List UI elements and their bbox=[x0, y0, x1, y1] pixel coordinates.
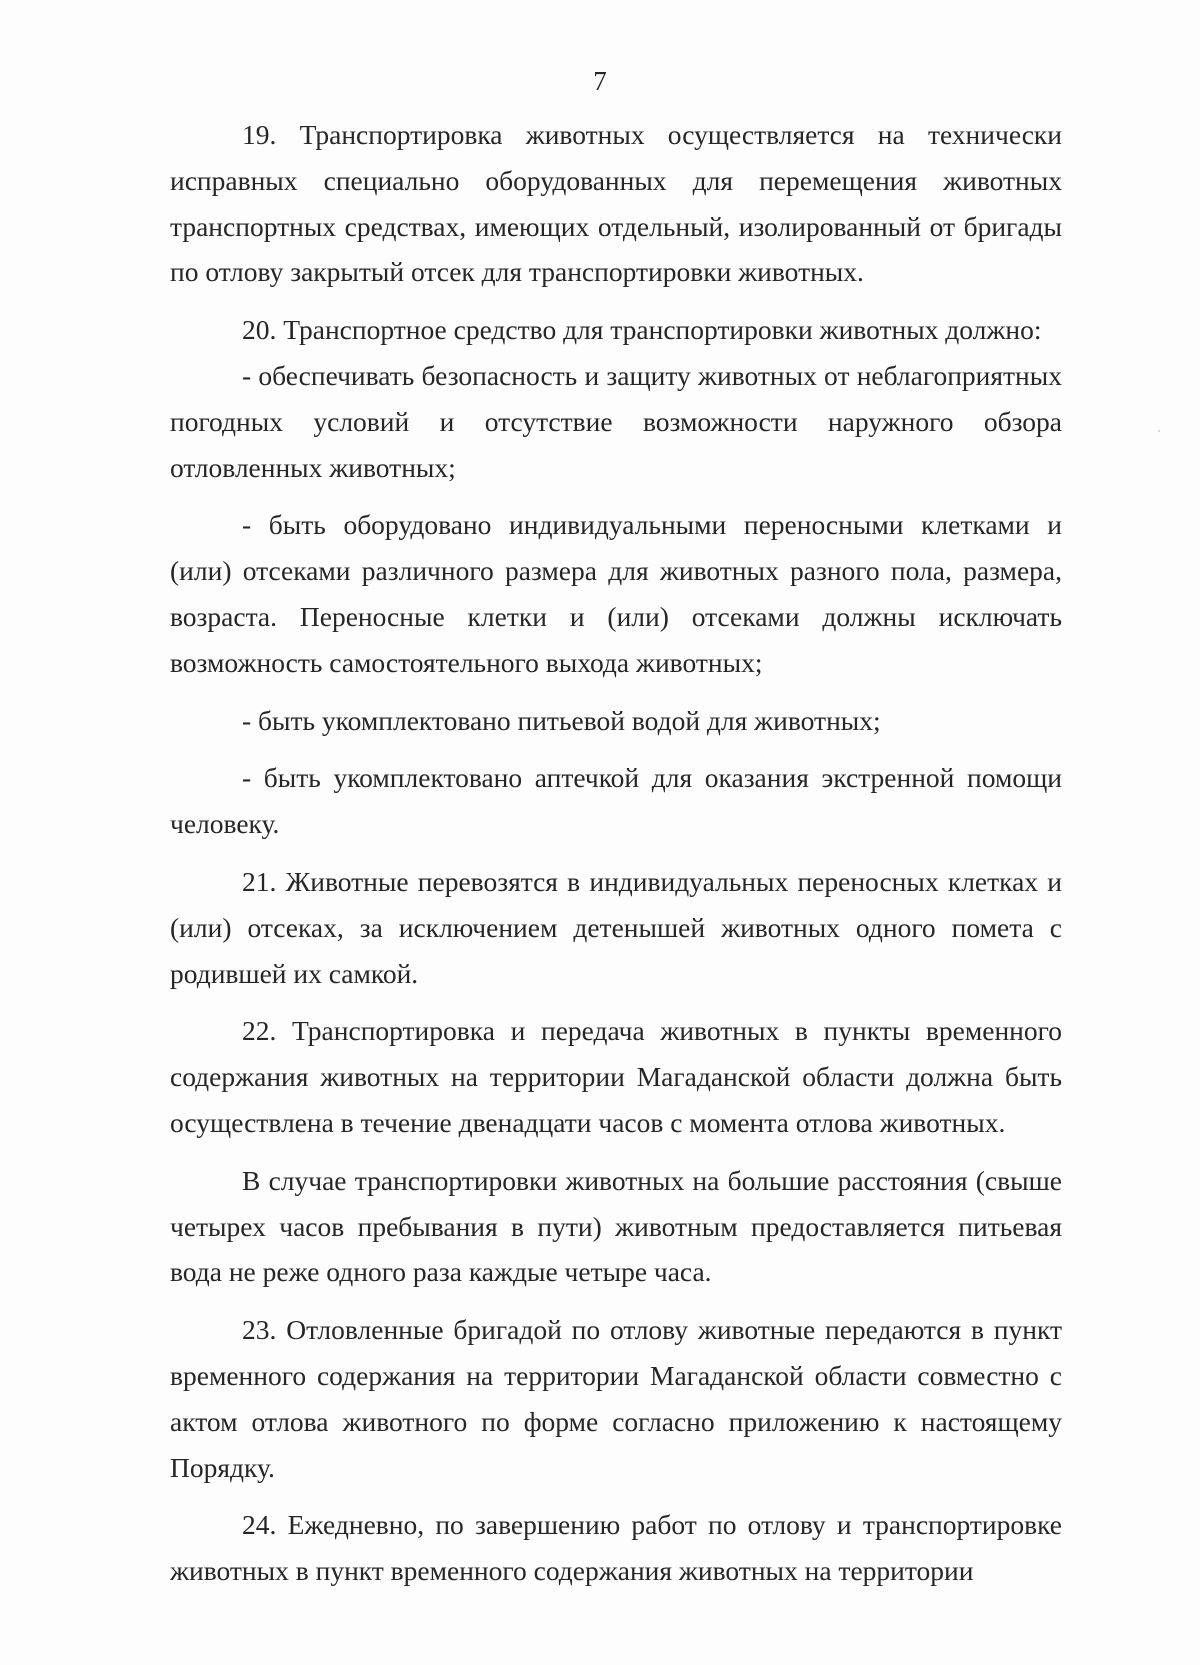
paragraph-22-continued: В случае транспортировки животных на большие расстояния (свыше четырех часов пребывания в пути) животным предоставляется питьевая вода не реже одного раза каждые четыре часа. bbox=[170, 1164, 1062, 1288]
list-item: - быть оборудовано индивидуальными переносными клетками и (или) отсеками различного размера для животных разного пола, размера, возраста. Переносные клетки и (или) отсеками должны исключать возможность самостоятельного выхода животных; bbox=[170, 509, 1062, 678]
page-number: 7 bbox=[593, 66, 607, 96]
scan-artifact bbox=[1158, 430, 1160, 432]
list-item: - быть укомплектовано питьевой водой для животных; bbox=[242, 704, 881, 736]
paragraph-22: 22. Транспортировка и передача животных в пункты временного содержания животных на территории Магаданской области должна быть осуществлена в течение двенадцати часов с момента отлова животных. bbox=[170, 1015, 1062, 1138]
paragraph-20: 20. Транспортное средство для транспортировки животных должно: bbox=[242, 314, 1042, 346]
list-item: - обеспечивать безопасность и защиту животных от неблагоприятных погодных условий и отсутствие возможности наружного обзора отловленных животных; bbox=[170, 359, 1062, 483]
paragraph-24: 24. Ежедневно, по завершению работ по отлову и транспортировке животных в пункт временного содержания животных на территории bbox=[170, 1509, 1062, 1587]
list-item: - быть укомплектовано аптечкой для оказания экстренной помощи человеку. bbox=[170, 762, 1062, 840]
paragraph-23: 23. Отловленные бригадой по отлову животные передаются в пункт временного содержания на территории Магаданской области совместно с актом отлова животного по форме согласно приложению к настоящему Порядку. bbox=[170, 1314, 1062, 1483]
paragraph-21: 21. Животные перевозятся в индивидуальных переносных клетках и (или) отсеках, за исключением детенышей животных одного помета с родившей их самкой. bbox=[170, 865, 1062, 989]
document-body bbox=[170, 112, 1062, 1594]
paragraph-19: 19. Транспортировка животных осуществляется на технически исправных специально оборудованных для перемещения животных транспортных средствах, имеющих отдельный, изолированный от бригады по отлову закрытый отсек для транспортировки животных. bbox=[170, 119, 1062, 288]
